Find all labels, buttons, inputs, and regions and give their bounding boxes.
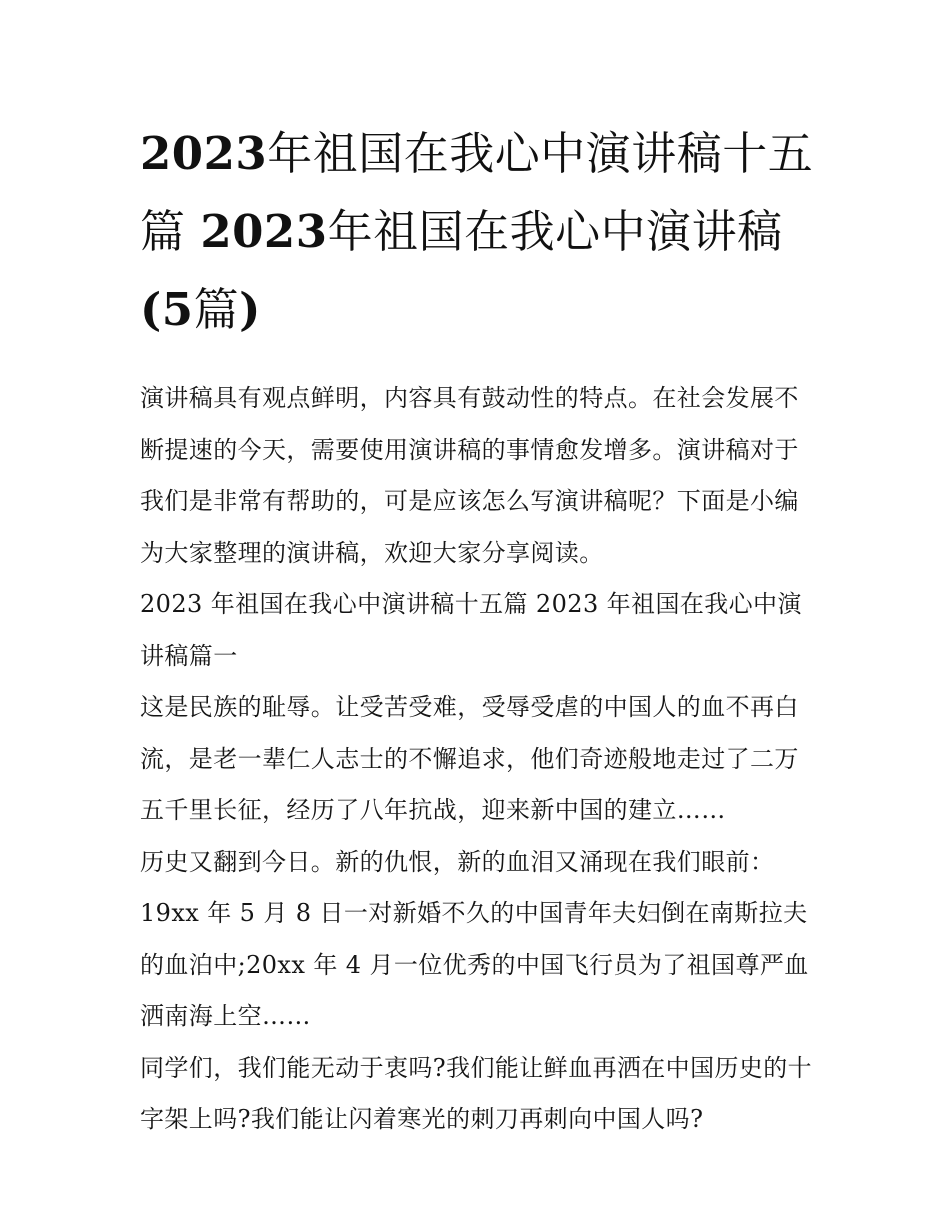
section-heading: 2023 年祖国在我心中演讲稿十五篇 2023 年祖国在我心中演讲稿篇一 [140,590,802,670]
title-part: (5 [140,283,194,336]
body-paragraph: 历史又翻到今日。新的仇恨，新的血泪又涌现在我们眼前： [140,847,775,876]
title-part: 2023 [200,205,328,258]
title-part: 篇 [193,283,240,336]
title-part: 年祖国在我心中演讲稿 [327,205,783,258]
body-paragraph: 19xx 年 5 月 8 日一对新婚不久的中国青年夫妇倒在南斯拉夫的血泊中;20xx 年 4 月一位优秀的中国飞行员为了祖国尊严血洒南海上空…… [140,899,809,1030]
intro-paragraph: 演讲稿具有观点鲜明，内容具有鼓动性的特点。在社会发展不断提速的今天，需要使用演讲稿的事情愈发增多。演讲稿对于我们是非常有帮助的，可是应该怎么写演讲稿呢？下面是小编为大家整理的演讲稿，欢迎大家分享阅读。 [140,384,799,567]
body-paragraph: 这是民族的耻辱。让受苦受难，受辱受虐的中国人的血不再白流，是老一辈仁人志士的不懈追求，他们奇迹般地走过了二万五千里长征，经历了八年抗战，迎来新中国的建立…… [140,693,799,824]
document-page [140,115,820,1146]
title-part: 年祖国在我心中演讲稿十五篇 [140,127,814,258]
title-part: 2023 [140,127,268,180]
body-paragraph: 同学们，我们能无动于衷吗?我们能让鲜血再洒在中国历史的十字架上吗?我们能让闪着寒光的刺刀再刺向中国人吗? [140,1053,813,1133]
document-title [140,115,820,349]
title-part: ) [239,283,261,336]
